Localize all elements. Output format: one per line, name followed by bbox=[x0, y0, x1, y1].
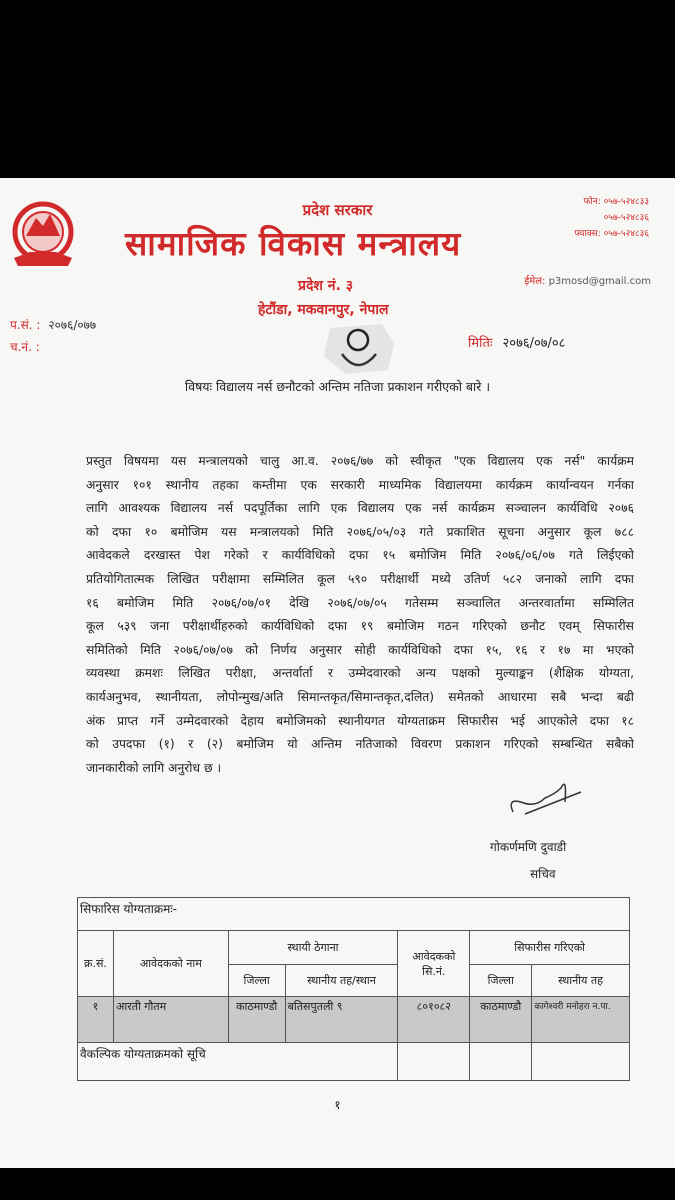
body-line: लागि आवश्यक विद्यालय नर्स पदपूर्तिका लागि एक विद्यालय एक नर्स कार्यक्रम सञ्चालन कार्यविधि २०७६ bbox=[86, 501, 634, 516]
ministry-title: सामाजिक विकास मन्त्रालय bbox=[125, 224, 462, 263]
signatory-title: सचिव bbox=[530, 867, 556, 881]
fax: फ्याक्स: ०५७-५२४८३६ bbox=[574, 229, 649, 239]
government-label: प्रदेश सरकार bbox=[302, 201, 373, 219]
phone-1: फोन: ०५७-५२४८३३ bbox=[583, 197, 649, 207]
body-paragraph bbox=[86, 450, 634, 780]
patra-value: २०७६/०७७ bbox=[48, 318, 97, 332]
letter-date bbox=[468, 333, 565, 351]
body-line: कूल ५३९ जना परीक्षार्थीहरुको कार्यविधिको दफा १९ बमोजिम गठन गरिएको छनौट एवम् सिफारीस bbox=[86, 619, 634, 634]
patra-sankhya bbox=[10, 316, 96, 333]
email-address: p3mosd@gmail.com bbox=[548, 276, 651, 287]
chalani-label: च.नं. : bbox=[10, 340, 40, 354]
cell-rec-district: काठमाण्डौ bbox=[470, 997, 532, 1043]
header-rec-district: जिल्ला bbox=[470, 965, 532, 997]
body-line: प्रतियोगितात्मक लिखित परीक्षामा सम्मिलित कूल ५९० परीक्षार्थी मध्ये उतिर्ण ५८२ जनाको लागि दफा bbox=[86, 571, 634, 586]
body-line: जानकारीको लागि अनुरोध छ । bbox=[86, 760, 222, 775]
chalani-number bbox=[10, 338, 48, 355]
header-name: आवेदकको नाम bbox=[113, 931, 228, 997]
cell-applicant-no: ८०१०८२ bbox=[398, 997, 470, 1043]
body-line: कार्यअनुभव, स्थानीयता, लोपोन्मुख/अति सिमान्तकृत/सिमान्तकृत,दलित) समेतको आधारमा सबै भन्दा बढी bbox=[86, 689, 634, 704]
recommendation-table bbox=[77, 897, 630, 1081]
body-line: को दफा १० बमोजिम यस मन्त्रालयको मिति २०७६/०५/०३ गते प्रकाशित सूचना अनुसार कूल ७८८ bbox=[86, 524, 634, 539]
patra-label: प.सं. : bbox=[10, 318, 41, 332]
header-local-level: स्थानीय तह/स्थान bbox=[285, 965, 398, 997]
address-label: हेटौंडा, मकवानपुर, नेपाल bbox=[258, 302, 389, 318]
letter-page bbox=[0, 178, 675, 1168]
alternate-list-title: वैकल्पिक योग्यताक्रमको सूचि bbox=[78, 1043, 398, 1081]
body-line: अनुसार १०१ स्थानीय तहका कम्तीमा एक सरकारी माध्यमिक विद्यालयमा कार्यक्रम कार्यान्वयन गर्नका bbox=[86, 477, 634, 492]
page-number: १ bbox=[334, 1098, 341, 1112]
cell-name: आरती गौतम bbox=[113, 997, 228, 1043]
header-recommended: सिफारीस गरिएको bbox=[470, 931, 630, 965]
body-line: समितिको मिति २०७६/०७/०७ को निर्णय अनुसार सोही कार्यविधिको दफा १५, १६ र १७ मा भएको bbox=[86, 642, 634, 657]
body-line: अंक प्राप्त गर्ने उम्मेदवारको देहाय बमोजिमको स्थानीयगत योग्यताक्रम सिफारीस भई आएकोले दफा १८ bbox=[86, 713, 634, 728]
cell-rec-local-level: कागेश्वरी मनोहरा न.पा. bbox=[532, 997, 630, 1043]
empty-cell bbox=[470, 1043, 532, 1081]
header-permanent-address: स्थायी ठेगाना bbox=[228, 931, 398, 965]
email-label: ईमेल: bbox=[524, 276, 546, 287]
header-sn: क्र.सं. bbox=[78, 931, 114, 997]
empty-cell bbox=[532, 1043, 630, 1081]
body-line: प्रस्तुत विषयमा यस मन्त्रालयको चालु आ.व. २०७६/७७ को स्वीकृत "एक विद्यालय एक नर्स" कार्यक्रम bbox=[86, 454, 634, 468]
table-row bbox=[78, 997, 630, 1043]
body-line: व्यवस्था क्रमशः लिखित परीक्षा, अन्तर्वार्ता र उम्मेदवारको अन्य पक्षको मुल्याङ्कन (शैक्षिक योग्यता, bbox=[86, 666, 634, 681]
email-line bbox=[524, 273, 651, 287]
cell-sn: १ bbox=[78, 997, 114, 1043]
date-label: मितिः bbox=[468, 336, 493, 351]
empty-cell bbox=[398, 1043, 470, 1081]
phone-2: ०५७-५२४८३६ bbox=[603, 213, 649, 223]
cell-local-level: बतिसपुतली ९ bbox=[285, 997, 398, 1043]
official-stamp bbox=[322, 324, 394, 374]
header-applicant-no: आवेदकको सि.नं. bbox=[398, 931, 470, 997]
signatory-name: गोकर्णमणि दुवाडी bbox=[490, 840, 567, 854]
subject-line: विषयः विद्यालय नर्स छनौटको अन्तिम नतिजा प्रकाशन गरीएको बारे । bbox=[184, 379, 491, 394]
date-value: २०७६/०७/०८ bbox=[502, 336, 566, 351]
body-line: आवेदकले दरखास्त पेश गरेको र कार्यविधिको दफा १५ बमोजिम मिति २०७६/०६/०७ गते लिईएको bbox=[86, 548, 634, 563]
signature bbox=[505, 768, 585, 828]
header-rec-local-level: स्थानीय तह bbox=[532, 965, 630, 997]
header-district: जिल्ला bbox=[228, 965, 285, 997]
province-label: प्रदेश नं. ३ bbox=[298, 278, 354, 294]
contact-block bbox=[574, 194, 649, 242]
body-line: १६ बमोजिम मिति २०७६/०७/०१ देखि २०७६/०७/०५ गतेसम्म सञ्चालित अन्तरवार्तामा सम्मिलित bbox=[86, 595, 634, 610]
table-title: सिफारिस योग्यताक्रमः- bbox=[78, 898, 630, 931]
cell-district: काठमाण्डौ bbox=[228, 997, 285, 1043]
body-line: को उपदफा (१) र (२) बमोजिम यो अन्तिम नतिजाको विवरण प्रकाशन गरिएको सम्बन्धित सबैको bbox=[86, 737, 634, 752]
